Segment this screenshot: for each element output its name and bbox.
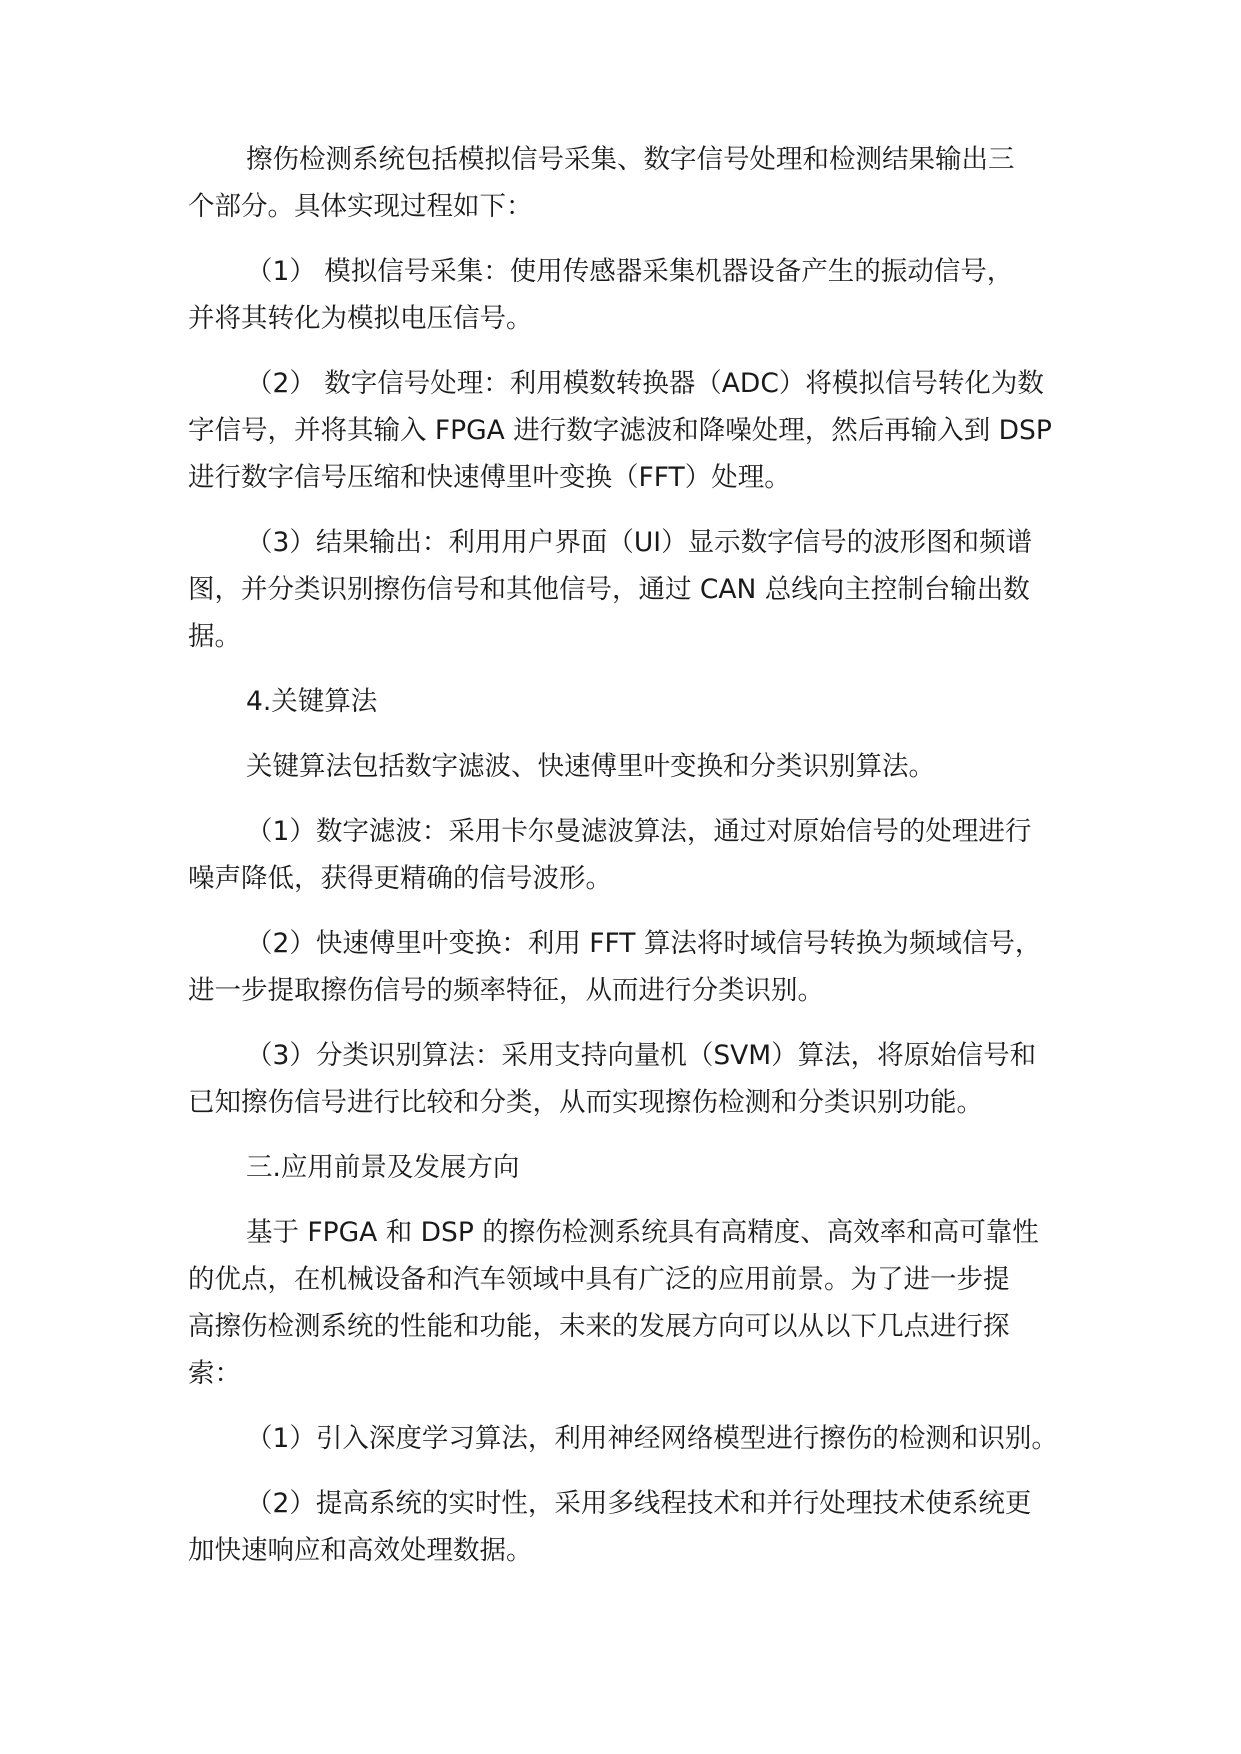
paragraph-prospects-intro <box>188 1209 1058 1397</box>
heading-text: 4.关键算法 <box>246 686 378 717</box>
paragraph-algo-3 <box>188 1032 1058 1126</box>
paragraph-line: 据。 <box>188 621 241 652</box>
paragraph-line: （2）快速傅里叶变换：利用 FFT 算法将时域信号转换为频域信号， <box>246 928 1042 959</box>
paragraph-line: 图，并分类识别擦伤信号和其他信号，通过 CAN 总线向主控制台输出数 <box>188 574 1030 605</box>
paragraph-line: 进行数字信号压缩和快速傅里叶变换（FFT）处理。 <box>188 462 791 493</box>
paragraph-direction-1 <box>188 1415 1058 1462</box>
paragraph-algorithms-intro <box>188 743 1058 790</box>
paragraph-line: 并将其转化为模拟电压信号。 <box>188 303 533 334</box>
paragraph-direction-2 <box>188 1480 1058 1574</box>
paragraph-line: （1）数字滤波：采用卡尔曼滤波算法，通过对原始信号的处理进行 <box>246 816 1032 847</box>
paragraph-line: 索： <box>188 1358 241 1389</box>
paragraph-step-3 <box>188 519 1058 660</box>
paragraph-line: （3）结果输出：利用用户界面（UI）显示数字信号的波形图和频谱 <box>246 527 1033 558</box>
paragraph-line: 进一步提取擦伤信号的频率特征，从而进行分类识别。 <box>188 975 824 1006</box>
paragraph-step-2 <box>188 360 1058 501</box>
paragraph-line: （2） 数字信号处理：利用模数转换器（ADC）将模拟信号转化为数 <box>246 368 1044 399</box>
paragraph-algo-2 <box>188 920 1058 1014</box>
paragraph-line: 关键算法包括数字滤波、快速傅里叶变换和分类识别算法。 <box>246 751 935 782</box>
paragraph-line: （1）引入深度学习算法，利用神经网络模型进行擦伤的检测和识别。 <box>246 1423 1058 1454</box>
paragraph-line: 噪声降低，获得更精确的信号波形。 <box>188 863 612 894</box>
document-body <box>188 136 1058 1592</box>
section-heading-algorithms <box>188 678 1058 725</box>
paragraph-line: 已知擦伤信号进行比较和分类，从而实现擦伤检测和分类识别功能。 <box>188 1087 983 1118</box>
paragraph-line: 个部分。具体实现过程如下： <box>188 191 533 222</box>
paragraph-line: 字信号，并将其输入 FPGA 进行数字滤波和降噪处理，然后再输入到 DSP <box>188 415 1052 446</box>
section-heading-prospects <box>188 1144 1058 1191</box>
heading-text: 三.应用前景及发展方向 <box>246 1152 520 1183</box>
paragraph-line: （3）分类识别算法：采用支持向量机（SVM）算法，将原始信号和 <box>246 1040 1037 1071</box>
paragraph-line: 高擦伤检测系统的性能和功能，未来的发展方向可以从以下几点进行探 <box>188 1311 1010 1342</box>
paragraph-step-1 <box>188 248 1058 342</box>
paragraph-line: 擦伤检测系统包括模拟信号采集、数字信号处理和检测结果输出三 <box>246 144 1015 175</box>
paragraph-line: 的优点，在机械设备和汽车领域中具有广泛的应用前景。为了进一步提 <box>188 1264 1010 1295</box>
paragraph-line: 加快速响应和高效处理数据。 <box>188 1535 533 1566</box>
paragraph-line: 基于 FPGA 和 DSP 的擦伤检测系统具有高精度、高效率和高可靠性 <box>246 1217 1039 1248</box>
paragraph-line: （2）提高系统的实时性，采用多线程技术和并行处理技术使系统更 <box>246 1488 1032 1519</box>
paragraph-algo-1 <box>188 808 1058 902</box>
paragraph-intro <box>188 136 1058 230</box>
paragraph-line: （1） 模拟信号采集：使用传感器采集机器设备产生的振动信号， <box>246 256 1014 287</box>
